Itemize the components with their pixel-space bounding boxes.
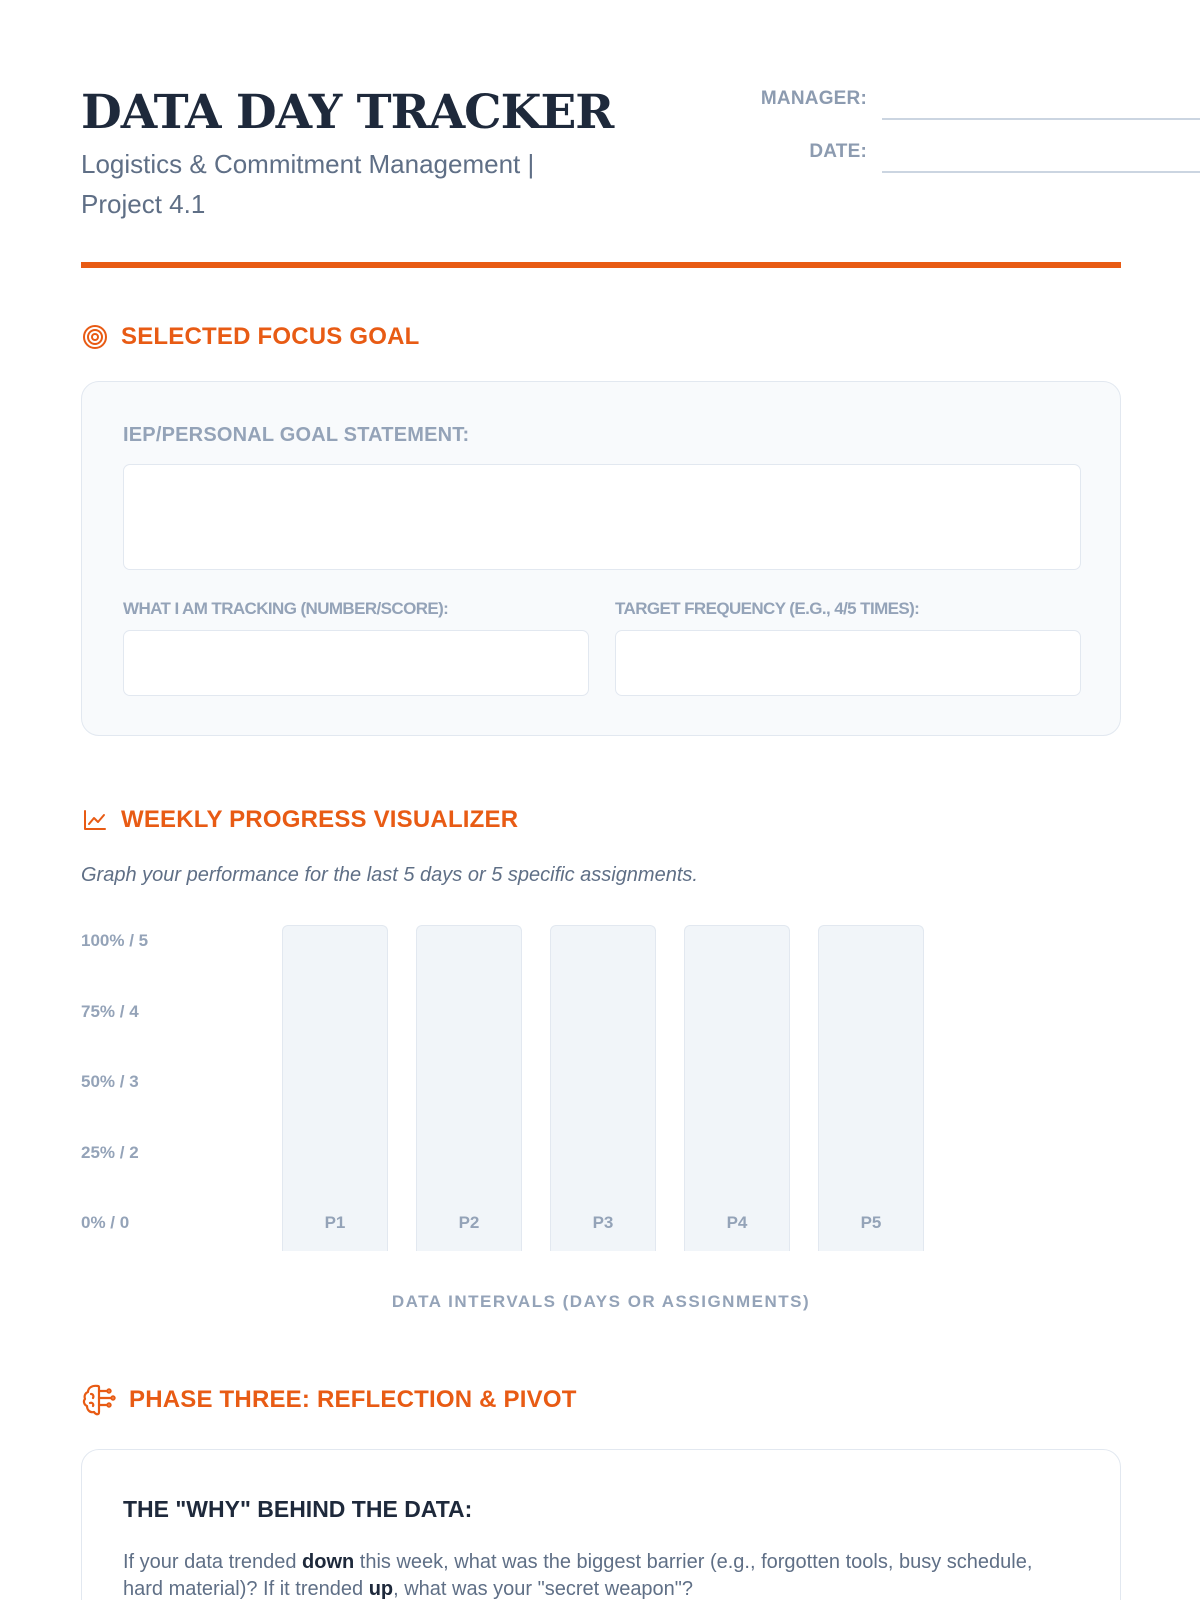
document-title: DATA DAY TRACKER (81, 85, 614, 140)
goal-card (81, 381, 1121, 736)
y-tick-label: 25% / 2 (81, 1142, 139, 1162)
header-divider (81, 262, 1121, 268)
prompt-emphasis: down (302, 1551, 355, 1573)
date-label: DATE: (809, 141, 867, 162)
prompt-text: this week, what was the biggest barrier (e.g., forgotten tools, busy schedule, hard material)? If it trended (123, 1551, 1033, 1600)
goal-statement-input[interactable] (123, 464, 1081, 570)
tracking-label: WHAT I AM TRACKING (NUMBER/SCORE): (123, 599, 449, 618)
bar-label: P3 (592, 1213, 614, 1232)
progress-heading (81, 806, 518, 834)
line-chart-icon (81, 806, 109, 834)
y-tick-label: 100% / 5 (81, 931, 149, 950)
frequency-label: TARGET FREQUENCY (E.G., 4/5 TIMES): (615, 599, 920, 618)
manager-field[interactable] (671, 88, 1200, 122)
frequency-input[interactable] (615, 630, 1081, 696)
goal-statement-label: IEP/PERSONAL GOAL STATEMENT: (123, 424, 470, 446)
bar-label: P1 (324, 1213, 346, 1232)
manager-input-line[interactable] (882, 118, 1200, 120)
y-tick-label: 0% / 0 (81, 1213, 130, 1232)
bar-column[interactable] (684, 925, 790, 1251)
tracking-input[interactable] (123, 630, 589, 696)
bar-column[interactable] (416, 925, 522, 1251)
bar-label: P2 (458, 1213, 480, 1232)
date-input-line[interactable] (882, 171, 1200, 173)
document-header (81, 85, 1121, 268)
bar-column[interactable] (550, 925, 656, 1251)
progress-caption: Graph your performance for the last 5 days or 5 specific assignments. (81, 864, 698, 886)
y-tick-label: 75% / 4 (81, 1001, 139, 1021)
reflection-card (81, 1449, 1121, 1600)
brain-icon (81, 1382, 117, 1418)
x-axis-title: DATA INTERVALS (DAYS OR ASSIGNMENTS) (391, 1292, 811, 1311)
document-subtitle: Logistics & Commitment Management | Project 4.1 (81, 149, 535, 219)
reflection-title: PHASE THREE: REFLECTION & PIVOT (129, 1386, 577, 1413)
reflection-prompt (123, 1549, 1063, 1600)
bar-column[interactable] (282, 925, 388, 1251)
bar-label: P4 (726, 1213, 748, 1232)
prompt-emphasis: up (368, 1578, 394, 1600)
focus-goal-heading (81, 323, 419, 351)
bar-column[interactable] (818, 925, 924, 1251)
focus-goal-title: SELECTED FOCUS GOAL (121, 323, 420, 350)
reflection-card-title: THE "WHY" BEHIND THE DATA: (123, 1496, 473, 1522)
reflection-heading (81, 1382, 577, 1418)
prompt-text: , what was your "secret weapon"? (393, 1578, 694, 1600)
bar-label: P5 (860, 1213, 882, 1232)
manager-label: MANAGER: (760, 88, 867, 109)
date-field[interactable] (671, 141, 1200, 175)
progress-title: WEEKLY PROGRESS VISUALIZER (121, 806, 519, 833)
prompt-text: If your data trended (123, 1551, 303, 1573)
progress-chart (81, 925, 1121, 1255)
target-icon (81, 323, 109, 351)
y-tick-label: 50% / 3 (81, 1072, 139, 1091)
